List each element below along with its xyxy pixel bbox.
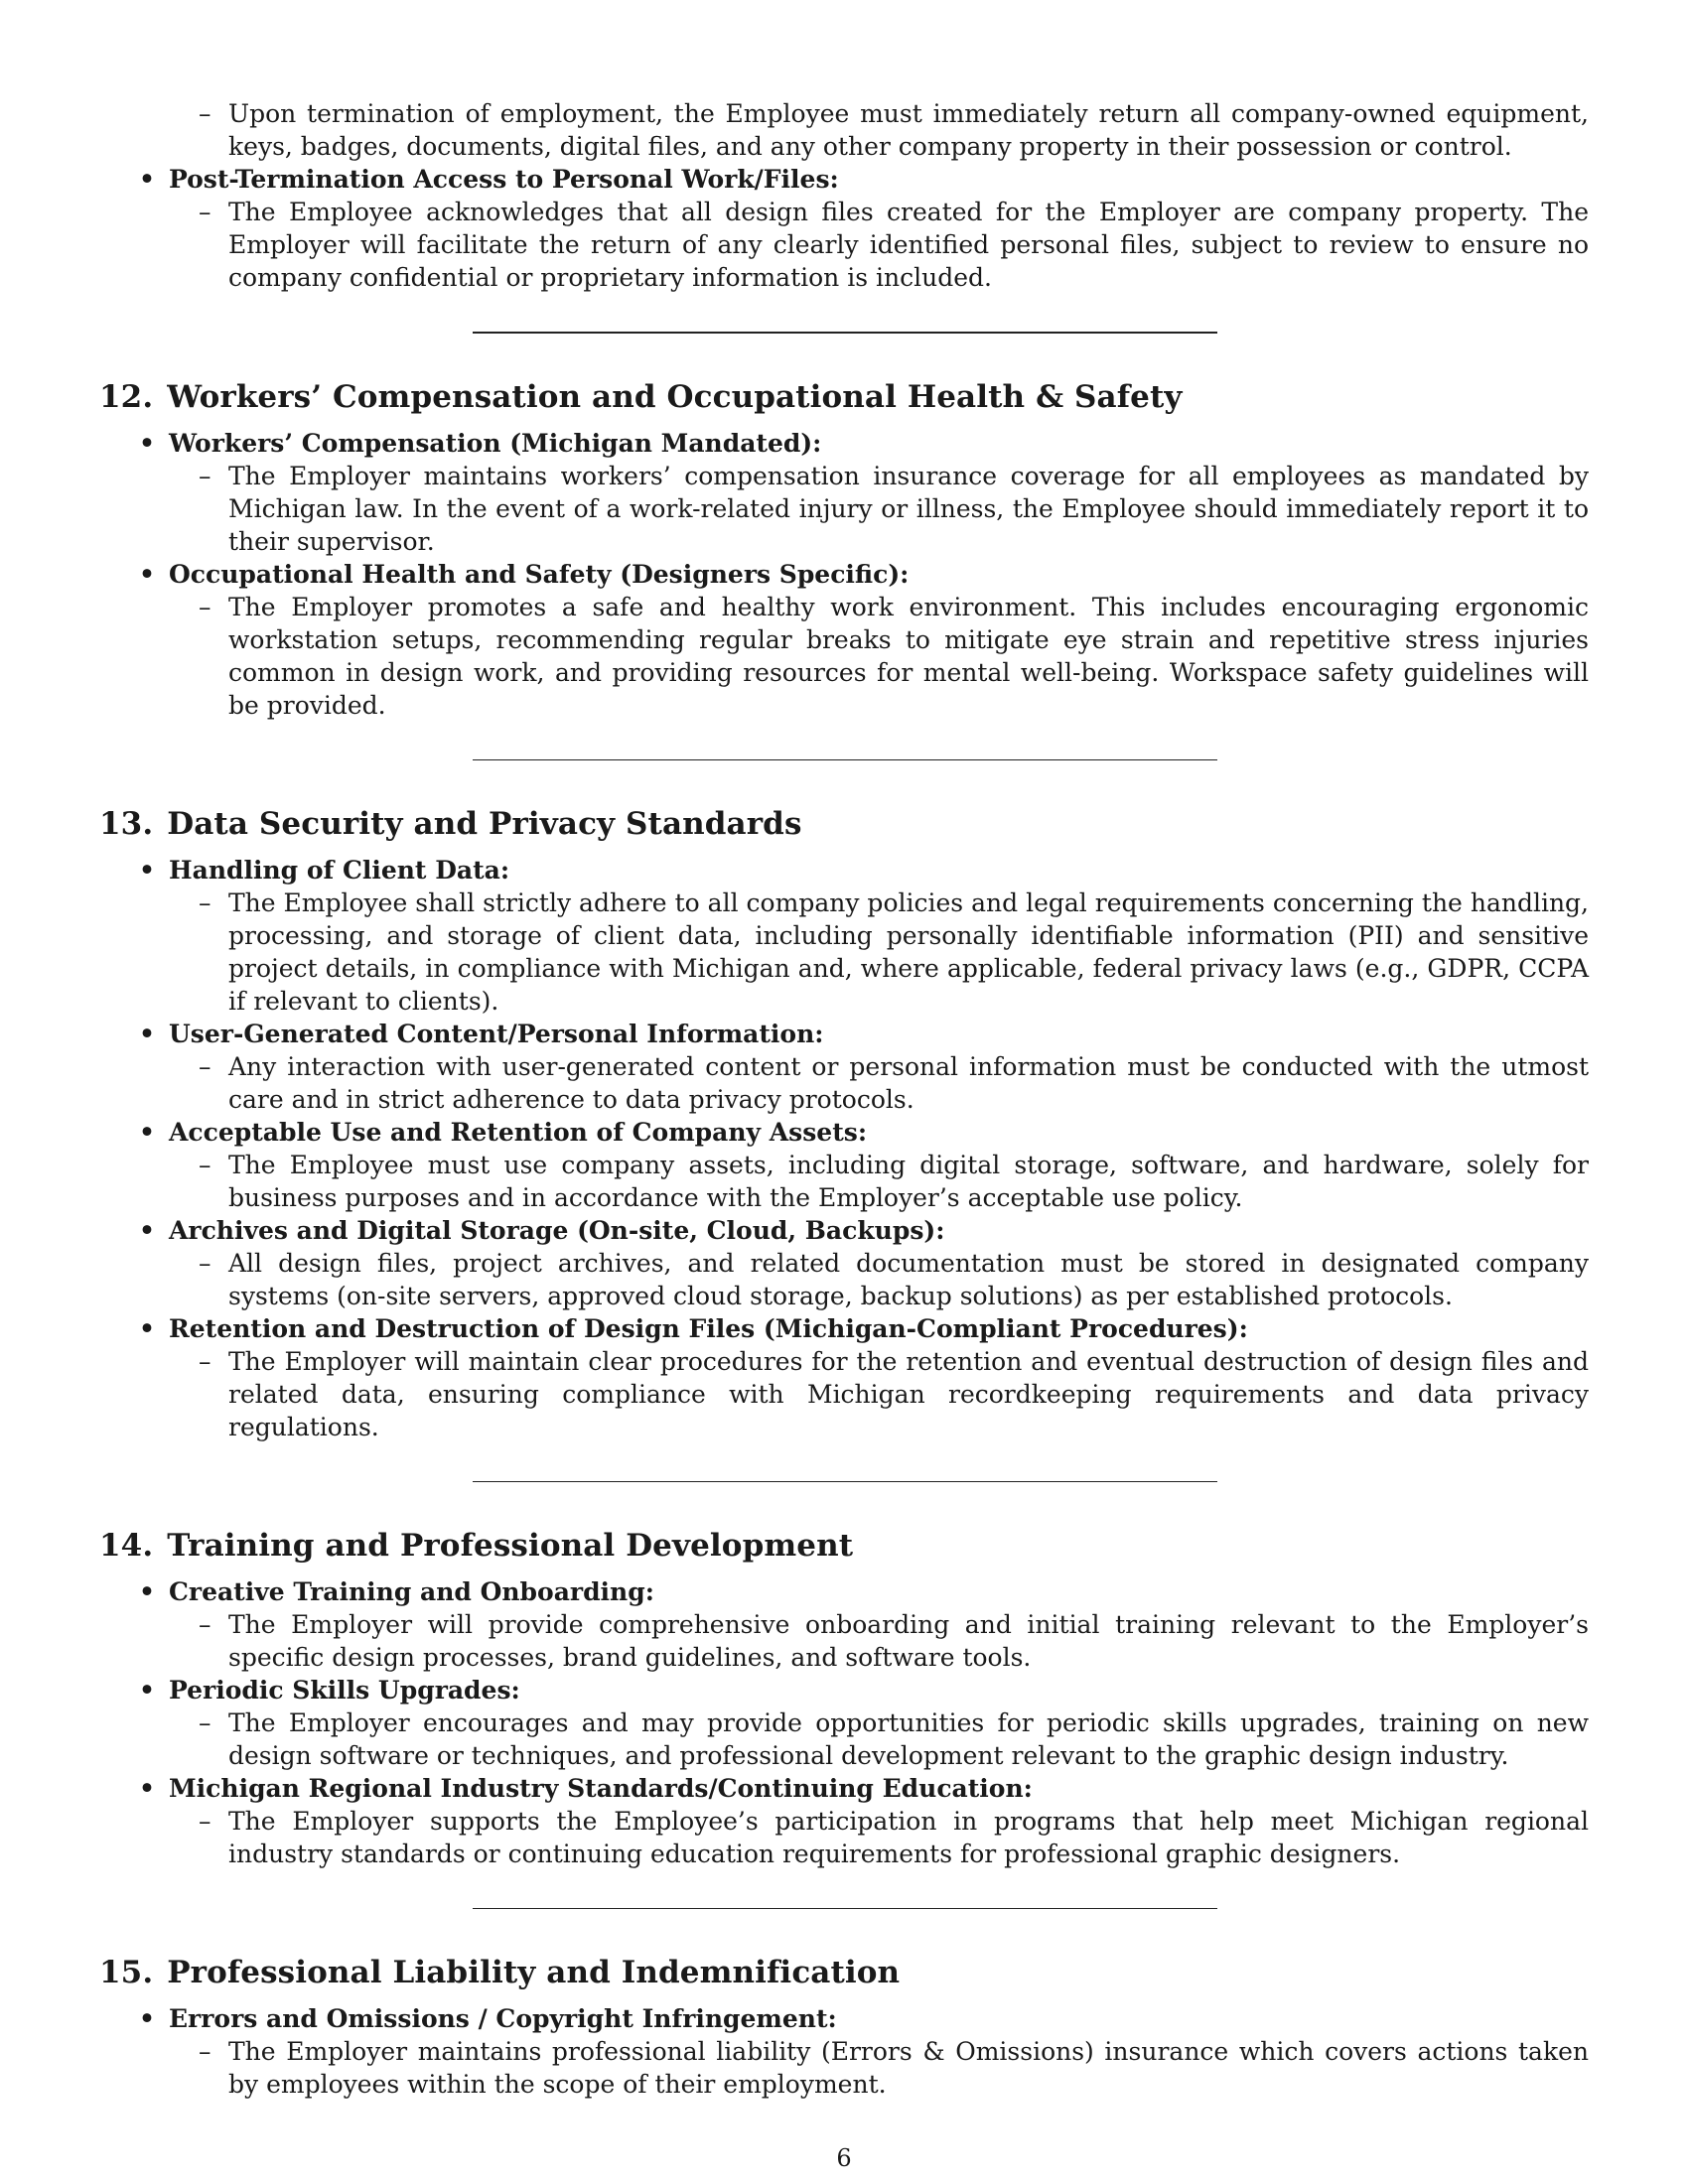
bullet-creative-training — [169, 1575, 1589, 1674]
list-item: – The Employer supports the Employee’s participation in programs that help meet Michigan regional industry standards or continuing education requirements for professional graphic designers. — [228, 1805, 1589, 1870]
list-item: – The Employer maintains workers’ compensation insurance coverage for all employees as mandated by Michigan law. In the event of a work-related injury or illness, the Employee should immediately report it to their supervisor. — [228, 460, 1589, 558]
list-item: – All design files, project archives, and related documentation must be stored in designated company systems (on-site servers, approved cloud storage, backup solutions) as per established protocols. — [228, 1247, 1589, 1312]
list-item: – The Employee shall strictly adhere to all company policies and legal requirements concerning the handling, processing, and storage of client data, including personally identifiable information (PII) and sensitive project details, in compliance with Michigan and, where applicable, federal privacy laws (e.g., GDPR, CCPA if relevant to clients). — [228, 887, 1589, 1018]
bullet-title: • User-Generated Content/Personal Information: — [169, 1018, 1589, 1050]
list-item: – The Employer encourages and may provide opportunities for periodic skills upgrades, training on new design software or techniques, and professional development relevant to the graphic design industry. — [228, 1706, 1589, 1772]
list-item: – The Employee acknowledges that all design files created for the Employer are company property. The Employer will facilitate the return of any clearly identified personal files, subject to review to ensure no company confidential or proprietary information is included. — [228, 196, 1589, 294]
section-number: 15. — [99, 1955, 154, 1990]
bullet-post-termination — [169, 163, 1589, 294]
section-heading-12 — [99, 377, 1589, 417]
list-item: – The Employee must use company assets, including digital storage, software, and hardware, solely for business purposes and in accordance with the Employer’s acceptable use policy. — [228, 1149, 1589, 1214]
bullet-title: • Acceptable Use and Retention of Company Assets: — [169, 1116, 1589, 1149]
bullet-archives — [169, 1214, 1589, 1312]
bullet-client-data — [169, 854, 1589, 1018]
section-title: Data Security and Privacy Standards — [167, 806, 802, 842]
bullet-title: • Michigan Regional Industry Standards/Continuing Education: — [169, 1772, 1589, 1805]
bullet-user-content — [169, 1018, 1589, 1116]
section-heading-13 — [99, 804, 1589, 844]
section-divider — [473, 332, 1217, 334]
bullet-regional-standards — [169, 1772, 1589, 1870]
list-item: – Any interaction with user-generated content or personal information must be conducted with the utmost care and in strict adherence to data privacy protocols. — [228, 1050, 1589, 1116]
section-number: 14. — [99, 1528, 154, 1564]
section-title: Professional Liability and Indemnification — [167, 1955, 901, 1990]
bullet-title: • Archives and Digital Storage (On-site, Cloud, Backups): — [169, 1214, 1589, 1247]
list-item: – The Employer maintains professional liability (Errors & Omissions) insurance which covers actions taken by employees within the scope of their employment. — [228, 2035, 1589, 2101]
bullet-title: • Post-Termination Access to Personal Work/Files: — [169, 163, 1589, 196]
list-item: – The Employer promotes a safe and healthy work environment. This includes encouraging ergonomic workstation setups, recommending regular breaks to mitigate eye strain and repetitive stress injuries common in design work, and providing resources for mental well-being. Workspace safety guidelines will be provided. — [228, 591, 1589, 722]
section-heading-15 — [99, 1953, 1589, 1992]
list-item: – Upon termination of employment, the Employee must immediately return all company-owned equipment, keys, badges, documents, digital files, and any other company property in their possession or control. — [228, 97, 1589, 163]
section-divider — [473, 1481, 1217, 1482]
bullet-title: • Handling of Client Data: — [169, 854, 1589, 887]
bullet-title: • Occupational Health and Safety (Designers Specific): — [169, 558, 1589, 591]
bullet-skills-upgrades — [169, 1674, 1589, 1772]
bullet-errors-omissions — [169, 2002, 1589, 2101]
page-number: 6 — [836, 2144, 852, 2172]
bullet-title: • Creative Training and Onboarding: — [169, 1575, 1589, 1608]
bullet-title: • Periodic Skills Upgrades: — [169, 1674, 1589, 1706]
bullet-retention — [169, 1312, 1589, 1443]
bullet-title: • Retention and Destruction of Design Files (Michigan-Compliant Procedures): — [169, 1312, 1589, 1345]
section-title: Training and Professional Development — [167, 1528, 854, 1564]
bullet-acceptable-use — [169, 1116, 1589, 1214]
bullet-title: • Errors and Omissions / Copyright Infringement: — [169, 2002, 1589, 2035]
document-page — [99, 97, 1589, 2101]
section-number: 13. — [99, 806, 154, 842]
bullet-title: • Workers’ Compensation (Michigan Mandated): — [169, 427, 1589, 460]
list-item: – The Employer will provide comprehensive onboarding and initial training relevant to the Employer’s specific design processes, brand guidelines, and software tools. — [228, 1608, 1589, 1674]
list-item: – The Employer will maintain clear procedures for the retention and eventual destruction of design files and related data, ensuring compliance with Michigan recordkeeping requirements and data privacy regulations. — [228, 1345, 1589, 1443]
section-number: 12. — [99, 379, 154, 415]
section-heading-14 — [99, 1526, 1589, 1566]
bullet-occupational-safety — [169, 558, 1589, 722]
section-divider — [473, 1908, 1217, 1909]
section-divider — [473, 759, 1217, 760]
section-title: Workers’ Compensation and Occupational Health & Safety — [167, 379, 1183, 415]
bullet-workers-comp — [169, 427, 1589, 558]
